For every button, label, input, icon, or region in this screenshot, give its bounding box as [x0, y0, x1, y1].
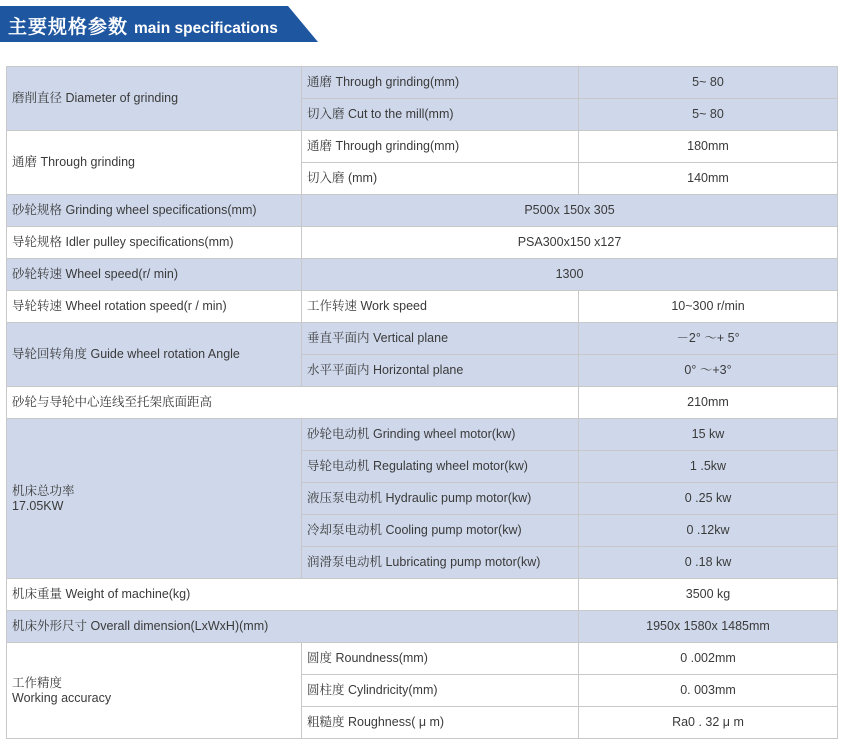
- spec-sublabel: 通磨 Through grinding(mm): [302, 131, 579, 163]
- spec-sublabel: 通磨 Through grinding(mm): [302, 67, 579, 99]
- spec-value: 1300: [302, 259, 838, 291]
- spec-sublabel: 切入磨 Cut to the mill(mm): [302, 99, 579, 131]
- spec-value: 0 .002mm: [579, 643, 838, 675]
- spec-sublabel: 润滑泵电动机 Lubricating pump motor(kw): [302, 547, 579, 579]
- spec-value: Ra0 . 32 μ m: [579, 707, 838, 739]
- spec-row: [7, 323, 838, 355]
- spec-label: 导轮转速 Wheel rotation speed(r / min): [7, 291, 302, 323]
- spec-row: [7, 259, 838, 291]
- spec-label: [7, 643, 302, 739]
- spec-label: 砂轮转速 Wheel speed(r/ min): [7, 259, 302, 291]
- spec-row: [7, 643, 838, 675]
- spec-sublabel: 水平平面内 Horizontal plane: [302, 355, 579, 387]
- spec-value: 5~ 80: [579, 67, 838, 99]
- spec-value: 0 .25 kw: [579, 483, 838, 515]
- spec-label-line: 机床总功率: [12, 483, 75, 498]
- spec-sublabel: 液压泵电动机 Hydraulic pump motor(kw): [302, 483, 579, 515]
- spec-sublabel: 工作转速 Work speed: [302, 291, 579, 323]
- section-title-zh: 主要规格参数: [8, 17, 129, 38]
- spec-row: [7, 611, 838, 643]
- spec-value: 0 .12kw: [579, 515, 838, 547]
- spec-table: [6, 66, 838, 739]
- section-title: [8, 12, 278, 39]
- spec-value: 140mm: [579, 163, 838, 195]
- spec-sublabel: 导轮电动机 Regulating wheel motor(kw): [302, 451, 579, 483]
- spec-label: 砂轮规格 Grinding wheel specifications(mm): [7, 195, 302, 227]
- spec-label-line: Working accuracy: [12, 690, 112, 705]
- spec-value: PSA300x150 x127: [302, 227, 838, 259]
- section-banner: [0, 6, 318, 42]
- spec-row: [7, 579, 838, 611]
- spec-sublabel: 切入磨 (mm): [302, 163, 579, 195]
- spec-value: 15 kw: [579, 419, 838, 451]
- spec-value: 0° ～+3°: [579, 355, 838, 387]
- spec-sublabel: 圆度 Roundness(mm): [302, 643, 579, 675]
- spec-value: 1 .5kw: [579, 451, 838, 483]
- spec-value: 3500 kg: [579, 579, 838, 611]
- spec-sublabel: 砂轮电动机 Grinding wheel motor(kw): [302, 419, 579, 451]
- spec-label: 通磨 Through grinding: [7, 131, 302, 195]
- spec-label: 导轮回转角度 Guide wheel rotation Angle: [7, 323, 302, 387]
- spec-sublabel: 圆柱度 Cylindricity(mm): [302, 675, 579, 707]
- spec-row: [7, 291, 838, 323]
- spec-label: 机床重量 Weight of machine(kg): [7, 579, 579, 611]
- section-title-en: main specifications: [134, 20, 278, 37]
- spec-row: [7, 227, 838, 259]
- spec-row: [7, 387, 838, 419]
- spec-value: 0 .18 kw: [579, 547, 838, 579]
- spec-value: 5~ 80: [579, 99, 838, 131]
- spec-label: 磨削直径 Diameter of grinding: [7, 67, 302, 131]
- spec-value: 180mm: [579, 131, 838, 163]
- spec-sublabel: 垂直平面内 Vertical plane: [302, 323, 579, 355]
- spec-label-line: 工作精度: [12, 675, 63, 690]
- spec-row: [7, 419, 838, 451]
- spec-row: [7, 131, 838, 163]
- spec-sublabel: 冷却泵电动机 Cooling pump motor(kw): [302, 515, 579, 547]
- spec-value: 10~300 r/min: [579, 291, 838, 323]
- spec-sublabel: 粗糙度 Roughness( μ m): [302, 707, 579, 739]
- spec-value: 0. 003mm: [579, 675, 838, 707]
- spec-label: 机床外形尺寸 Overall dimension(LxWxH)(mm): [7, 611, 579, 643]
- spec-row: [7, 195, 838, 227]
- spec-label: 砂轮与导轮中心连线至托架底面距高: [7, 387, 579, 419]
- spec-label: 导轮规格 Idler pulley specifications(mm): [7, 227, 302, 259]
- spec-value: 210mm: [579, 387, 838, 419]
- spec-row: [7, 67, 838, 99]
- spec-label-line: 17.05KW: [12, 498, 64, 513]
- spec-value: P500x 150x 305: [302, 195, 838, 227]
- spec-label: [7, 419, 302, 579]
- spec-value: 1950x 1580x 1485mm: [579, 611, 838, 643]
- spec-value: －2° ～+ 5°: [579, 323, 838, 355]
